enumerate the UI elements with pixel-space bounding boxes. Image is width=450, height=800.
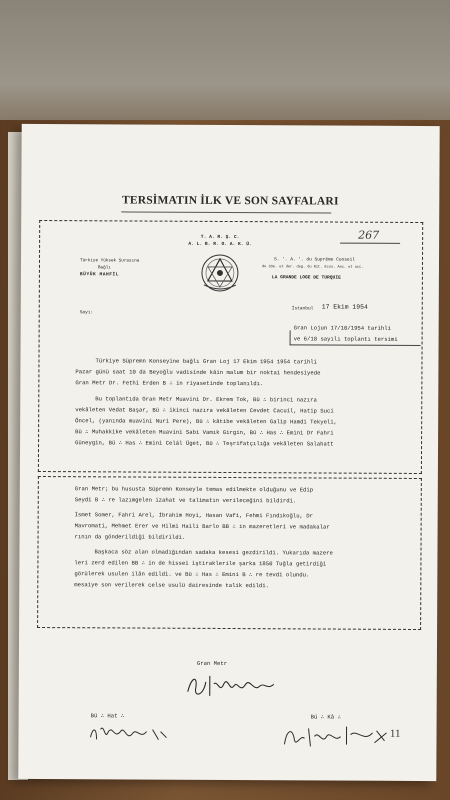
body1-line5: vekâleten Vedat Başar, Bü ∴ ikinci nazıra vekâleten Cevdet Cacuil, Hatip Suci <box>75 406 334 415</box>
date-place: İstanbul <box>291 306 314 312</box>
body2-line1: Gran Metr; bu hususta Süpremn Konseyle temas edilmekte olduğunu ve Edip <box>74 485 314 494</box>
page-title: TERSİMATIN İLK VE SON SAYFALARI <box>121 194 339 208</box>
hat-signature <box>86 719 176 745</box>
body2-line9: mesaiye son verilerek celse usulü dairesinde talik edildi. <box>74 581 270 590</box>
letterhead-right-line1: S. '. A. '. du Suprême Conseil <box>273 257 356 263</box>
letterhead-left-line1: Türkiye Yüksek Şurasına <box>79 258 140 264</box>
reference-line1: Gran Lojun 17/10/1954 tarihli <box>293 324 392 332</box>
background-wall <box>0 0 450 140</box>
page-number: 11 <box>389 727 401 740</box>
gran-metr-label: Gran Metr <box>196 659 228 667</box>
masonic-emblem-icon <box>198 251 242 295</box>
ka-label: Bü ∴ Kâ ∴ <box>310 713 341 721</box>
letterhead-center-line1: T. A. R. Ş. C. <box>200 234 240 241</box>
gran-metr-signature <box>184 670 279 702</box>
body2-line5: rının da gönderildiği bildirildi. <box>74 533 186 541</box>
body2-line6: Başkaca söz alan olmadığından sadaka kesesi gezdirildi. Yukarıda mazere <box>94 548 333 557</box>
hat-label: Bü ∴ Hat ∴ <box>90 712 125 720</box>
body2-line3: İsmet Somer, Fahri Arel, İbrahim Hoyi, Hasan Vafi, Fehmi Fındıkoğlu, Dr <box>74 511 314 520</box>
body2-line8: görülerek usulen ilân edildi. ve Bü ∴ Has ∴ Emini B ∴ re tevdi olundu. <box>74 570 310 579</box>
body1-line1: Türkiye Süpremn Konseyine bağlı Gran Loj 17 Ekim 1954 1954 tarihli <box>95 357 318 366</box>
letterhead-left-line3: BÜYÜK MAHFİL <box>79 272 120 278</box>
body2-line4: Mavromati, Mehmet Erer ve Hilmi Haili Barlo BB ∴ in mazeretleri ve madakalar <box>74 522 330 531</box>
handwritten-number: 267 <box>358 228 380 242</box>
reference-line2: ve 6/18 sayılı toplantı tersimi <box>293 335 398 343</box>
body1-line4: Bu toplantıda Gran Metr Muavini Dr. Ekrem Tok, Bü ∴ birinci nazıra <box>95 395 317 404</box>
document-last-page <box>37 476 422 630</box>
body1-line3: Gran Metr Dr. Fethi Erden B ∴ in riyasetinde toplanıldı. <box>75 379 264 388</box>
title-underline <box>121 211 331 213</box>
letterhead-right-line3: LA GRANDE LOGE DE TURQUIE <box>271 275 341 281</box>
body1-line2: Pazar günü saat 10 da Beyoğlu vadisinde kâin malum bir noktai hendesiyede <box>75 368 321 377</box>
body2-line2: Seydi B ∴ re lazımgelen izahat ve talimatın verileceğini bildirdi. <box>74 496 297 505</box>
letterhead-right-line2: du 33e. et der. deg. du Rit. Ecos. Anc. et acc. <box>261 265 364 270</box>
number-underline <box>340 243 400 244</box>
reference-frame <box>290 330 421 346</box>
body2-line7: leri zerd edilen BB ∴ in de hissei iştiraklerile şarka 1850 Tuğla getirdiği <box>74 559 327 568</box>
letterhead-center-line2: A. L. B. R. O. A. K. Ü. <box>188 241 252 248</box>
ka-signature <box>280 720 390 751</box>
date-value: 17 Ekim 1954 <box>321 303 368 311</box>
body1-line7: Bü ∴ Muhakkike vekâleten Muavini Sabi Vamık Girgin, Bü ∴ Has ∴ Emini Dr Fahri <box>75 428 334 437</box>
body1-line8: Güneygin, Bü ∴ Has ∴ Emini Celâl Üget, Bü ∴ Teşrifatçılığa vekâleten Salahatt <box>75 439 334 448</box>
body1-line6: Öncel, (yanında muavini Nuri Pere), Bü ∴ kâtibe vekâleten Galip Hamdi Tekyeli, <box>75 417 338 426</box>
book-page <box>18 124 439 781</box>
letterhead-left-line2: Bağlı <box>97 265 111 271</box>
sayi-label: Sayı: <box>79 310 94 316</box>
document-first-page <box>38 220 423 474</box>
